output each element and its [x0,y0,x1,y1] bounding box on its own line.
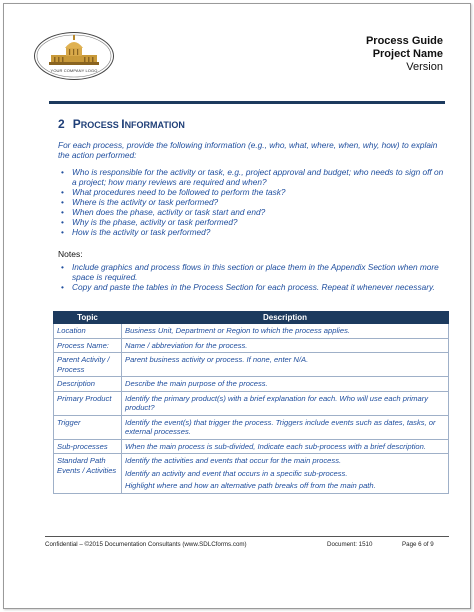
table-row [54,454,449,494]
description-cell: Name / abbreviation for the process. [122,338,449,353]
table-row [54,377,449,392]
question-list [58,167,448,237]
list-item: • Who is responsible for the activity or task, e.g., project approval and budget; who needs to sign off on a project; how many reviews are required and when? [58,167,448,187]
footer-page-number: Page 6 of 9 [402,541,434,548]
notes-label: Notes: [58,249,83,259]
table-row [54,439,449,454]
table-row [54,391,449,415]
table-row [54,353,449,377]
footer-document-number: Document: 1510 [327,541,373,548]
topic-cell: Parent Activity / Process [54,353,122,377]
table-header-row [54,312,449,324]
list-item: • Include graphics and process flows in this section or place them in the Appendix Section when more space is required. [58,262,448,282]
topic-cell: Trigger [54,415,122,439]
section-title-initial-2: I [121,117,125,131]
footer-copyright: Confidential – ©2015 Documentation Consultants (www.SDLCforms.com) [45,541,247,548]
section-title-initial-1: P [72,117,81,131]
description-cell: Describe the main purpose of the process. [122,377,449,392]
description-line: Identify an activity and event that occurs in a specific sub-process. [125,468,348,478]
section-number: 2 [58,117,65,131]
topic-cell: Sub-processes [54,439,122,454]
column-header-topic: Topic [54,312,122,324]
topic-cell: Standard Path Events / Activities [54,454,122,494]
page [3,3,471,609]
list-item: • Copy and paste the tables in the Process Section for each process. Repeat it whenever necessary. [58,282,448,292]
list-item: • Why is the phase, activity or task performed? [58,217,448,227]
document-title: Process Guide [365,35,443,47]
logo-text: YOUR COMPANY LOGO [50,68,98,73]
footer-rule [45,536,449,537]
table-row [54,324,449,339]
description-cell: When the main process is sub-divided, Indicate each sub-process with a brief description. [122,439,449,454]
topic-cell: Process Name: [54,338,122,353]
description-cell: Business Unit, Department or Region to which the process applies. [122,324,449,339]
notes-list [58,262,448,292]
description-cell: Identify the primary product(s) with a brief explanation for each. Who will use each primary product? [122,391,449,415]
description-cell: Parent business activity or process. If none, enter N/A. [122,353,449,377]
description-line: Identify the activities and events that occur for the main process. [125,456,342,465]
description-cell: Identify the event(s) that trigger the process. Triggers include events such as dates, tasks, or external processes. [122,415,449,439]
column-header-description: Description [122,312,449,324]
table-row [54,338,449,353]
process-table [53,311,449,494]
topic-cell: Primary Product [54,391,122,415]
project-name: Project Name [372,48,443,60]
header-rule [49,101,445,104]
document-header [366,35,443,74]
version-label: Version [406,61,443,73]
list-item: • When does the phase, activity or task start and end? [58,207,448,217]
topic-cell: Location [54,324,122,339]
list-item: • How is the activity or task performed? [58,227,448,237]
company-logo [34,32,114,80]
section-title-part-2: NFORMATION [124,120,185,130]
list-item: • Where is the activity or task performed? [58,197,448,207]
description-cell [122,454,449,494]
list-item: • What procedures need to be followed to perform the task? [58,187,448,197]
table-row [54,415,449,439]
intro-paragraph: For each process, provide the following information (e.g., who, what, where, when, why, how) to explain the action performed: [58,140,438,160]
topic-cell: Description [54,377,122,392]
section-heading [58,117,185,131]
section-title-part-1: ROCESS [80,120,122,130]
description-line: Highlight where and how an alternative path breaks off from the main path. [125,481,376,490]
